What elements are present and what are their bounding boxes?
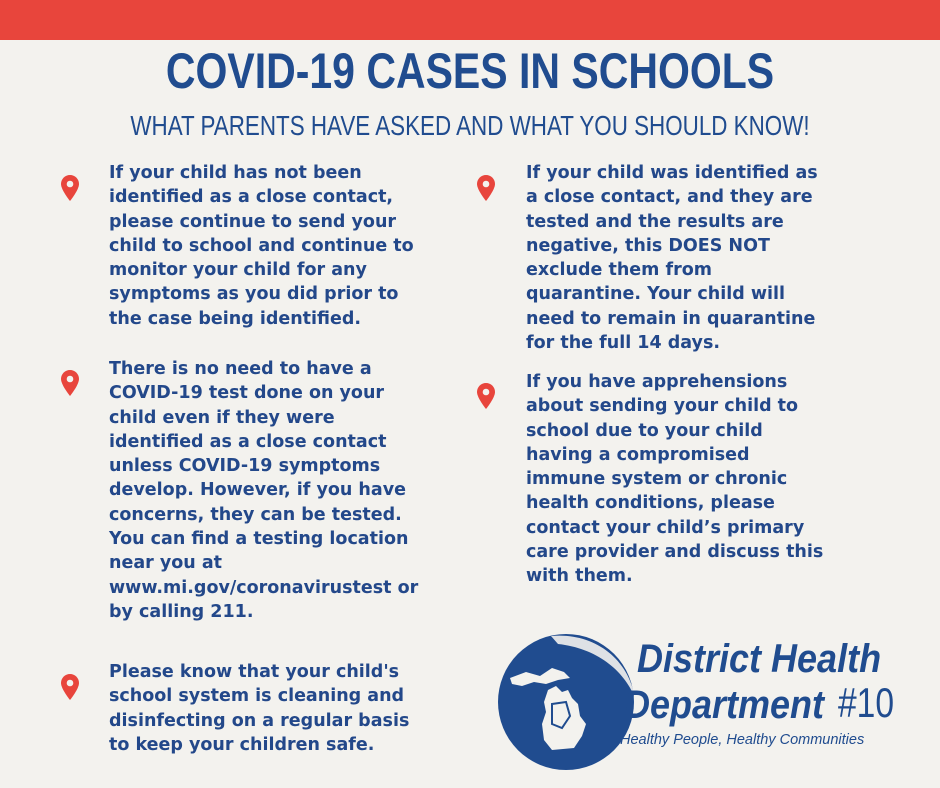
bullet-cleaning: Please know that your child's school system is cleaning and disinfecting on a regular basis to keep your children safe. [109,662,410,755]
bullet-apprehensions: If you have apprehensions about sending your child to school due to your child having a compromised immune system or chronic health conditions, please contact your child’s primary care provider and discuss this with them. [526,372,824,587]
bullet-not-close-contact: If your child has not been identified as a close contact, please continue to send your child to school and continue to monitor your child for any symptoms as you did prior to the case being identified. [109,163,414,329]
map-pin-icon [61,370,79,396]
bullet-testing-info: There is no need to have a COVID-19 test done on your child even if they were identified as a close contact unless COVID-19 symptoms develop. However, if you have concerns, they can be tested. You can find a testing location near you at www.mi.gov/coronavirustest or by calling 211. [109,359,419,622]
map-pin-icon [61,175,79,201]
logo-tagline: Healthy People, Healthy Communities [620,732,865,748]
logo-name-line1: District Health [637,637,882,681]
map-pin-icon [477,383,495,409]
district-health-logo-icon [496,632,636,772]
logo-district-number: #10 [838,679,895,726]
logo-name-line2: Department [624,683,825,727]
map-pin-icon [61,674,79,700]
bullet-negative-test-quarantine: If your child was identified as a close contact, and they are tested and the results are negative, this DOES NOT exclude them from quarantine. Your child will need to remain in quarantine for the full 14 days. [526,163,818,354]
page-subtitle: WHAT PARENTS HAVE ASKED AND WHAT YOU SHOULD KNOW! [130,110,810,141]
top-accent-bar [0,0,940,40]
page-title: COVID-19 CASES IN SCHOOLS [165,43,775,99]
map-pin-icon [477,175,495,201]
